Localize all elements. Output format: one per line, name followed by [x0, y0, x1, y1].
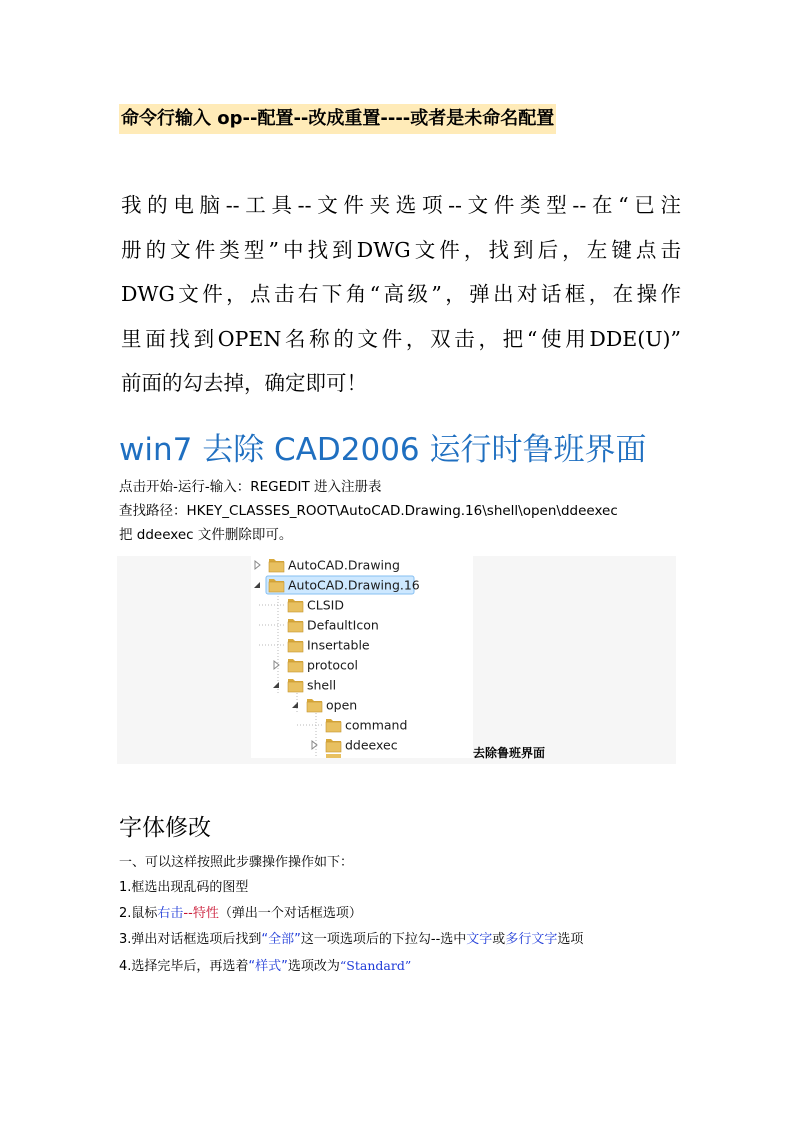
registry-tree: [251, 556, 473, 758]
step-3-suffix: 选项: [557, 932, 584, 947]
folder-icon: [288, 639, 303, 652]
section-title-win7: win7 去除 CAD2006 运行时鲁班界面: [119, 432, 647, 468]
registry-key-clsid[interactable]: [259, 598, 344, 613]
step-3: [119, 930, 583, 950]
collapse-arrow-icon[interactable]: [273, 682, 279, 688]
step-2: [119, 904, 362, 924]
paragraph-line: 册的文件类型”中找到DWG文件，找到后，左键点击: [121, 237, 681, 262]
registry-key-command[interactable]: [297, 718, 407, 733]
registry-key-autocad-drawing[interactable]: [255, 558, 400, 573]
paragraph-line: DWG文件，点击右下角“高级”，弹出对话框，在操作: [121, 282, 681, 306]
registry-key-label: AutoCAD.Drawing.16: [288, 577, 420, 593]
registry-key-autocad-drawing-16[interactable]: [254, 576, 420, 594]
all-option-text: “全部”: [261, 932, 301, 947]
step-3-middle: 这一项选项后的下拉勾--选中: [300, 932, 467, 947]
registry-key-insertable[interactable]: [259, 638, 370, 653]
folder-icon: [288, 599, 303, 612]
step-4: [119, 956, 411, 977]
folder-icon: [326, 719, 341, 732]
registry-key-label: open: [326, 697, 358, 713]
step-2-suffix: （弹出一个对话框选项）: [218, 906, 362, 921]
section-title-font: 字体修改: [119, 815, 211, 841]
folder-icon: [326, 754, 341, 758]
step-2-prefix: 2.鼠标: [119, 906, 158, 921]
mtext-link[interactable]: 多行文字: [505, 932, 558, 947]
step-4-middle: 选项改为: [287, 959, 340, 974]
paragraph-line: 里面找到OPEN名称的文件，双击，把“使用DDE(U)”: [121, 326, 681, 351]
registry-path-line: 查找路径：HKEY_CLASSES_ROOT\AutoCAD.Drawing.16\shell\open\ddeexec: [119, 503, 618, 519]
registry-screenshot: [117, 556, 676, 764]
step-1: 1.框选出现乱码的图型: [119, 880, 249, 895]
paragraph-line: 我的电脑--工具--文件夹选项--文件类型--在“已注: [121, 193, 681, 217]
folder-icon: [326, 739, 341, 752]
heading-config: 命令行输入 op--配置--改成重置----或者是未命名配置: [119, 104, 556, 134]
registry-key-label: DefaultIcon: [307, 617, 379, 633]
style-option-text: “样式”: [248, 959, 288, 974]
registry-key-ddeexec[interactable]: [312, 738, 398, 753]
registry-key-protocol[interactable]: [274, 658, 358, 673]
registry-key-defaulticon[interactable]: [259, 618, 379, 633]
folder-icon: [307, 699, 322, 712]
step-line: 把 ddeexec 文件删除即可。: [119, 527, 293, 543]
intro-line: 一、可以这样按照此步骤操作操作如下：: [119, 855, 354, 870]
registry-key-label: protocol: [307, 657, 358, 673]
step-line: 点击开始-运行-输入：REGEDIT 进入注册表: [119, 479, 382, 495]
expand-arrow-icon[interactable]: [312, 741, 317, 749]
registry-key-label: shell: [307, 677, 337, 693]
registry-key-label: Insertable: [307, 637, 370, 653]
expand-arrow-icon[interactable]: [255, 561, 260, 569]
registry-key-label: AutoCAD.Drawing: [288, 557, 400, 573]
text-link[interactable]: 文字: [466, 932, 493, 947]
collapse-arrow-icon[interactable]: [292, 702, 298, 708]
registry-tree-pane: [251, 556, 473, 758]
registry-key-label: ddeexec: [345, 737, 398, 753]
properties-link[interactable]: 特性: [192, 906, 219, 921]
paragraph-line: 前面的勾去掉，确定即可！: [121, 371, 367, 395]
folder-icon: [288, 679, 303, 692]
step-4-prefix: 4.选择完毕后，再选着: [119, 959, 249, 974]
registry-key-shell[interactable]: [273, 678, 336, 693]
right-click-link[interactable]: 右击: [157, 906, 184, 921]
folder-icon: [288, 659, 303, 672]
folder-icon: [288, 619, 303, 632]
step-3-or: 或: [492, 932, 506, 947]
collapse-arrow-icon[interactable]: [254, 582, 260, 588]
registry-key-label: command: [345, 717, 408, 733]
step-3-prefix: 3.弹出对话框选项后找到: [119, 932, 262, 947]
screenshot-caption: 去除鲁班界面: [473, 746, 546, 760]
instruction-paragraph: [121, 183, 681, 406]
registry-key-label: CLSID: [307, 597, 344, 613]
standard-option-text: “Standard”: [339, 958, 412, 973]
step-2-dash: --: [183, 906, 193, 921]
registry-key-open[interactable]: [292, 698, 357, 713]
folder-icon: [269, 559, 284, 572]
